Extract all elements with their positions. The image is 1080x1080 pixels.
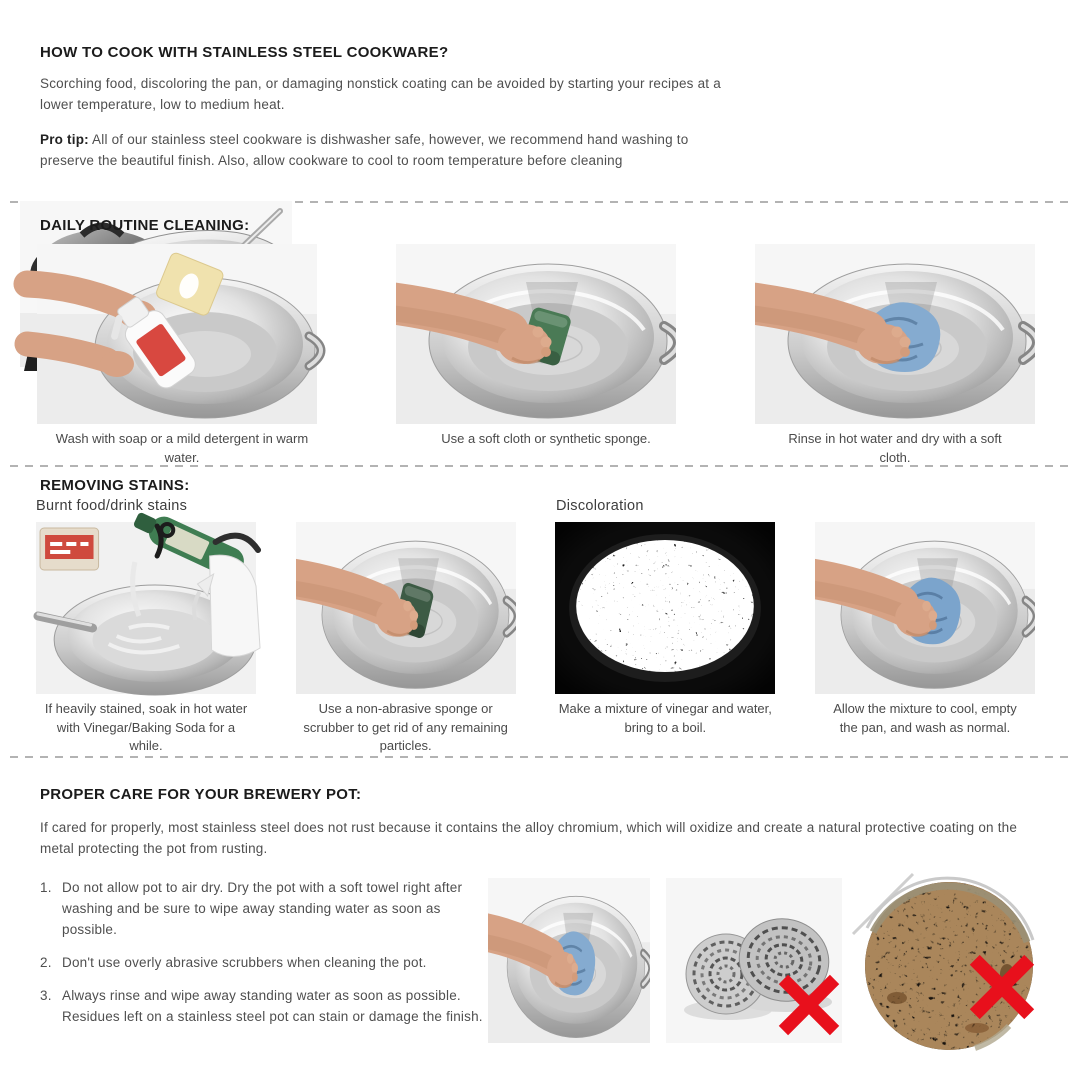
boiling-mixture-photo [555,522,775,694]
section-how-to-cook [0,0,1080,201]
drying-pot-photo [488,878,650,1043]
intro-paragraph: Scorching food, discoloring the pan, or damaging nonstick coating can be avoided by starting your recipes at a lower temperature, low to medium heat. [40,76,721,112]
how-to-cook-heading: HOW TO COOK WITH STAINLESS STEEL COOKWARE? [40,44,449,61]
figure-caption: Use a non-abrasive sponge or scrubber to get rid of any remaining particles. [303,701,508,753]
burnt-stains-label: Burnt food/drink stains [36,498,188,514]
section-daily-cleaning [0,203,1080,465]
figure-caption: Use a soft cloth or synthetic sponge. [441,431,651,446]
proper-care-columns [40,877,1040,1043]
daily-cleaning-figures [37,244,1035,467]
pouring-vinegar-photo [36,522,256,694]
list-item-number: 1. [40,880,52,895]
proper-care-paragraph: If cared for properly, most stainless steel does not rust because it contains the alloy chromium, which will oxidize and create a natural protective coating on the metal protecting the pot from rusting. [40,820,1018,856]
blue-cloth-photo [755,244,1035,424]
pro-tip-text: All of our stainless steel cookware is dishwasher safe, however, we recommend hand washing to preserve the beautiful finish. Also, allow cookware to cool to room temperature before cleaning [40,132,689,168]
steel-wool-photo [666,878,842,1043]
discoloration-label: Discoloration [556,498,644,514]
list-item-text: Don't use overly abrasive scrubbers when cleaning the pot. [62,955,427,970]
baking-soda-box [40,528,99,570]
figure-soft-cloth [396,244,676,467]
figure-caption: Rinse in hot water and dry with a soft cloth. [788,431,1002,465]
stain-type-labels [36,498,1040,516]
scrub-sponge-photo [296,522,516,694]
spray-detergent-photo [37,244,317,424]
section-removing-stains [0,467,1080,756]
figure-caption: Wash with soap or a mild detergent in warm water. [55,431,309,465]
pro-tip-paragraph [40,129,740,171]
list-item [40,952,488,973]
figure-rinse-dry [755,244,1035,467]
list-item-number: 2. [40,955,52,970]
figure-non-abrasive [296,522,516,756]
list-item [40,877,488,940]
figure-caption: If heavily stained, soak in hot water with Vinegar/Baking Soda for a while. [44,701,248,753]
figure-caption: Make a mixture of vinegar and water, bring to a boil. [558,701,772,735]
list-item-text: Always rinse and wipe away standing water as soon as possible. Residues left on a stainless steel pot can stain or damage the finish. [62,988,483,1024]
figure-cool-wash [815,522,1035,756]
figure-caption: Allow the mixture to cool, empty the pan, and wash as normal. [833,701,1017,735]
list-item [40,985,488,1027]
list-item-number: 3. [40,988,52,1003]
how-to-cook-text [40,44,740,171]
removing-stains-figures [36,522,1035,756]
care-instructions-list [40,877,488,1043]
burnt-pan-photo [857,878,1037,1043]
removing-stains-heading: REMOVING STAINS: [40,477,190,494]
section-proper-care [0,758,1080,1080]
figure-boil-mixture [555,522,775,756]
list-item-text: Do not allow pot to air dry. Dry the pot with a soft towel right after washing and be sure to wipe away standing water as soon as possible. [62,880,463,937]
proper-care-heading: PROPER CARE FOR YOUR BREWERY POT: [40,786,362,803]
figure-soak-vinegar [36,522,256,756]
green-sponge-photo [396,244,676,424]
daily-cleaning-heading: DAILY ROUTINE CLEANING: [40,217,250,234]
care-figures [488,878,1037,1043]
figure-wash-soap [37,244,317,467]
wipe-cloth-photo [815,522,1035,694]
pro-tip-label: Pro tip: [40,132,89,147]
